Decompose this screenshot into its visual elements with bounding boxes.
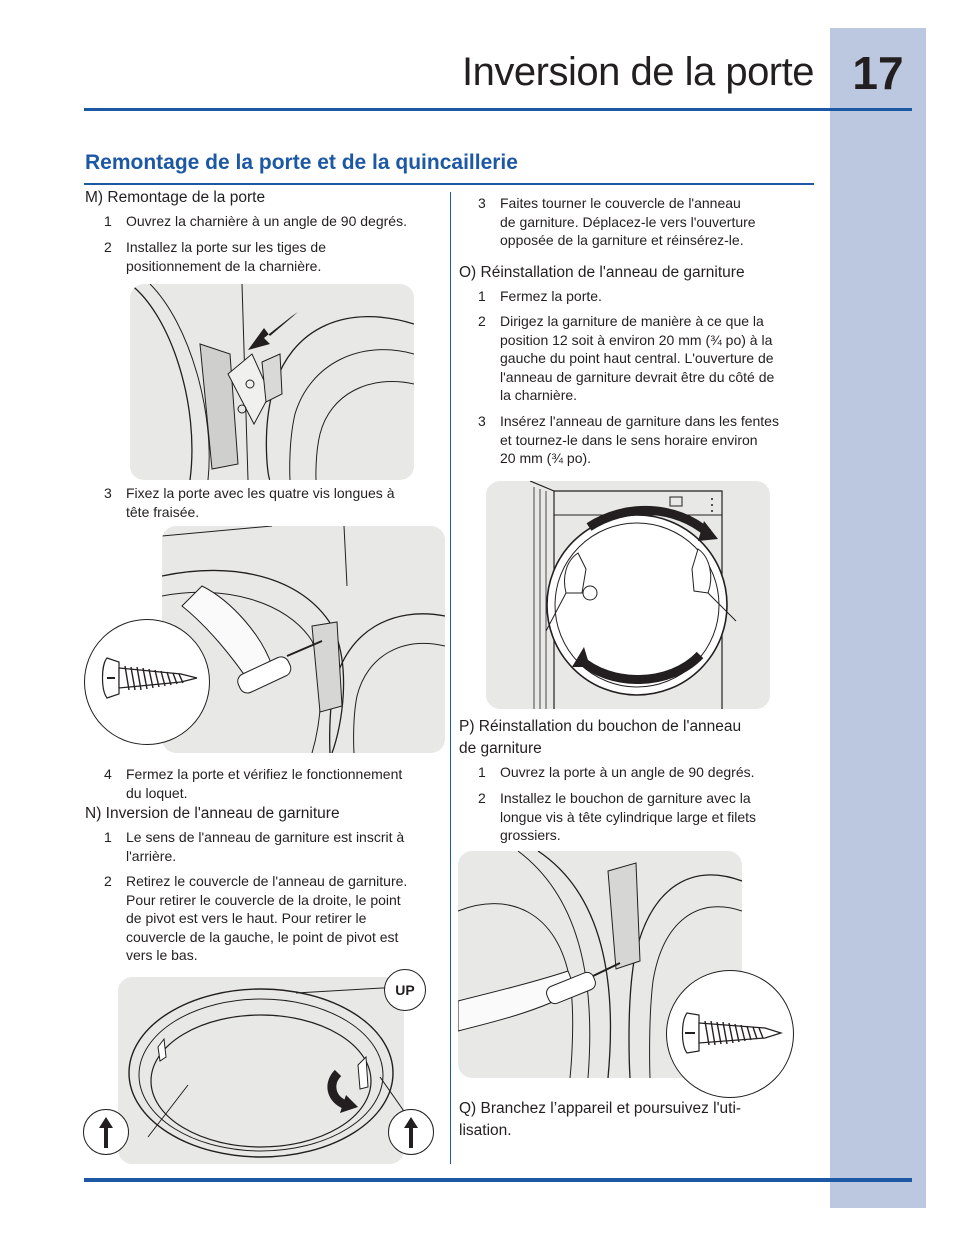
step-text: Fermez la porte. [500, 288, 602, 304]
heading-p: P) Réinstallation du bouchon de l'anneau de garniture [459, 718, 742, 757]
step-number: 1 [104, 213, 112, 229]
heading-n: N) Inversion de l'anneau de garniture [85, 805, 340, 822]
step-number: 2 [478, 313, 486, 329]
step-text: Ouvrez la charnière à un angle de 90 degrés. [126, 213, 407, 229]
heading-q: Q) Branchez l’appareil et poursuivez l'uti- lisation. [459, 1100, 742, 1139]
step-number: 2 [478, 790, 486, 806]
section-title: Remontage de la porte et de la quincaillerie [85, 151, 518, 174]
step-text: Faites tourner le couvercle de l'anneau de garniture. Déplacez-le vers l'ouverture opposée de la garniture et réinsérez-le. [500, 195, 756, 248]
appliance-illustration [486, 481, 770, 709]
section-rule [84, 183, 814, 185]
step-text: Installez la porte sur les tiges de positionnement de la charnière. [126, 239, 326, 274]
heading-m: M) Remontage de la porte [85, 189, 266, 206]
step-text: Fixez la porte avec les quatre vis longues à tête fraisée. [126, 485, 395, 520]
screw-icon [667, 971, 793, 1097]
page-sidebar-band [830, 28, 926, 1208]
step-text: Dirigez la garniture de manière à ce que la position 12 soit à environ 20 mm (¾ po) à la gauche du point haut central. L'ouverture de l'anneau de garniture devrait être du côté de la charnière. [500, 313, 775, 403]
step-number: 2 [104, 873, 112, 889]
step-number: 1 [104, 829, 112, 845]
step-number: 3 [478, 413, 486, 429]
screw-icon [85, 620, 209, 744]
step-text: Fermez la porte et vérifiez le fonctionnement du loquet. [126, 766, 403, 801]
step-number: 1 [478, 288, 486, 304]
figure-hinge-mounting [130, 284, 414, 480]
header-rule [84, 108, 912, 111]
rotate-arrow-icon [332, 1073, 358, 1113]
arrow-icon [248, 312, 298, 350]
column-divider [450, 192, 451, 1164]
step-text: Insérez l'anneau de garniture dans les fentes et tournez-le dans le sens horaire environ 20 mm (¾ po). [500, 413, 779, 466]
step-text: Ouvrez la porte à un angle de 90 degrés. [500, 764, 755, 780]
up-arrow-right [388, 1109, 434, 1155]
step-number: 3 [104, 485, 112, 501]
step-number: 3 [478, 195, 486, 211]
step-text: Installez le bouchon de garniture avec la longue vis à tête cylindrique large et filets grossiers. [500, 790, 757, 843]
up-arrow-left [83, 1109, 129, 1155]
figure-appliance-ring [486, 481, 770, 709]
step-text: Retirez le couvercle de l'anneau de garniture. Pour retirer le couvercle de la droite, le point de pivot est vers le haut. Pour retirer le couvercle de la gauche, le point de pivot est vers le bas. [126, 873, 408, 963]
page-title: Inversion de la porte [462, 50, 814, 94]
step-number: 2 [104, 239, 112, 255]
screw-callout [84, 619, 210, 745]
step-text: Le sens de l'anneau de garniture est inscrit à l'arrière. [126, 829, 405, 864]
step-number: 4 [104, 766, 112, 782]
step-number: 1 [478, 764, 486, 780]
screw-callout-2 [666, 970, 794, 1098]
figure-trim-ring [118, 977, 404, 1164]
trim-ring-illustration [118, 977, 404, 1164]
page-number: 17 [852, 47, 904, 99]
footer-rule [84, 1178, 912, 1182]
up-arrow-icon [389, 1110, 433, 1154]
hinge-illustration [130, 284, 414, 480]
up-arrow-icon [84, 1110, 128, 1154]
heading-o: O) Réinstallation de l'anneau de garniture [459, 264, 745, 281]
up-label-badge: UP [384, 969, 426, 1011]
